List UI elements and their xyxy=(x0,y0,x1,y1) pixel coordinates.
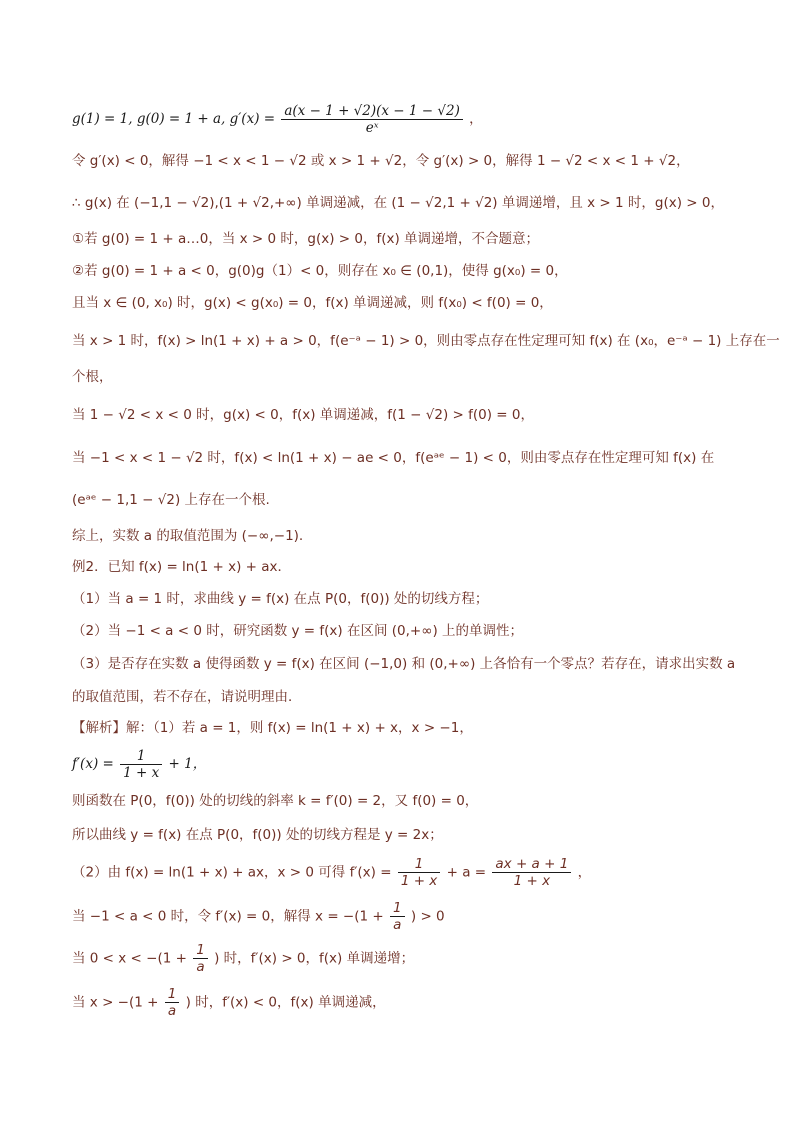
fraction: $\frac{1}{1 + x}$ xyxy=(120,748,162,781)
line-4: ①若 g(0) = 1 + a…0，当 x > 0 时，g(x) > 0，f(x) 单调递增，不合题意； xyxy=(72,231,540,247)
question-3: （3）是否存在实数 a 使得函数 y = f(x) 在区间 (−1,0) 和 (0,+∞) 上各恰有一个零点？若存在，请求出实数 a xyxy=(72,656,736,672)
line-9: 当 1 − √2 < x < 0 时，g(x) < 0，f(x) 单调递减，f(1 − √2) > f(0) = 0， xyxy=(72,407,534,423)
math-text: g(1) = 1, g(0) = 1 + a, g′(x) = xyxy=(72,111,276,127)
line-part2: （2）由 f(x) = ln(1 + x) + ax，x > 0 可得 f′(x) = $\frac{1}{1 + x}$ + a = $\frac{ax + a + 1}{1 + x}$ ， xyxy=(72,856,592,889)
line-3: ∴ g(x) 在 (−1,1 − √2),(1 + √2,+∞) 单调递减，在 (1 − √2,1 + √2) 单调递增，且 x > 1 时，g(x) > 0， xyxy=(72,195,724,211)
line-tangent: 所以曲线 y = f(x) 在点 P(0，f(0)) 处的切线方程是 y = 2x； xyxy=(72,827,443,843)
solution-start: 【解析】解：（1）若 a = 1，则 f(x) = ln(1 + x) + x，x > −1， xyxy=(72,720,473,736)
line-11: (eᵃᵉ − 1,1 − √2) 上存在一个根. xyxy=(72,492,270,508)
line-10: 当 −1 < x < 1 − √2 时，f(x) < ln(1 + x) − ae < 0，f(eᵃᵉ − 1) < 0，则由零点存在性定理可知 f(x) 在 xyxy=(72,450,715,466)
fraction: $\frac{1}{a}$ xyxy=(165,986,180,1019)
line-1: g(1) = 1, g(0) = 1 + a, g′(x) = $\frac{a(x - 1 + √2)(x - 1 - √2)}{\text{eˣ}}$ ， xyxy=(72,103,483,136)
line-6: 且当 x ∈ (0, x₀) 时，g(x) < g(x₀) = 0，f(x) 单调递减，则 f(x₀) < f(0) = 0， xyxy=(72,295,553,311)
line-decreasing: 当 x > −(1 + $\frac{1}{a}$ ) 时，f′(x) < 0，f(x) 单调递减， xyxy=(72,986,386,1019)
line-7: 当 x > 1 时，f(x) > ln(1 + x) + a > 0，f(e⁻ᵃ − 1) > 0，则由零点存在性定理可知 f(x) 在 (x₀，e⁻ᵃ − 1) 上存在一 xyxy=(72,333,780,349)
line-5: ②若 g(0) = 1 + a < 0，g(0)g（1）< 0，则存在 x₀ ∈ (0,1)，使得 g(x₀) = 0， xyxy=(72,263,568,279)
line-2: 令 g′(x) < 0，解得 −1 < x < 1 − √2 或 x > 1 + √2，令 g′(x) > 0，解得 1 − √2 < x < 1 + √2， xyxy=(72,153,690,169)
fraction: $\frac{a(x - 1 + √2)(x - 1 - √2)}{\text{eˣ}}$ xyxy=(281,103,462,136)
line-12: 综上，实数 a 的取值范围为 (−∞,−1). xyxy=(72,528,304,544)
example-2-title: 例2．已知 f(x) = ln(1 + x) + ax． xyxy=(72,559,292,575)
line-increasing: 当 0 < x < −(1 + $\frac{1}{a}$ ) 时，f′(x) > 0，f(x) 单调递增； xyxy=(72,942,415,975)
fraction: $\frac{1}{a}$ xyxy=(193,942,208,975)
question-2: （2）当 −1 < a < 0 时，研究函数 y = f(x) 在区间 (0,+∞) 上的单调性； xyxy=(72,623,524,639)
fraction: $\frac{ax + a + 1}{1 + x}$ xyxy=(492,856,571,889)
fraction: $\frac{1}{a}$ xyxy=(390,900,405,933)
line-8: 个根， xyxy=(72,369,113,385)
line-derivative: f′(x) = $\frac{1}{1 + x}$ + 1， xyxy=(72,748,207,781)
line-slope: 则函数在 P(0，f(0)) 处的切线的斜率 k = f′(0) = 2，又 f(0) = 0， xyxy=(72,793,479,809)
line-critical: 当 −1 < a < 0 时，令 f′(x) = 0，解得 x = −(1 + $\frac{1}{a}$ ) > 0 xyxy=(72,900,445,933)
fraction: $\frac{1}{1 + x}$ xyxy=(398,856,440,889)
question-3-cont: 的取值范围，若不存在，请说明理由． xyxy=(72,689,302,705)
question-1: （1）当 a = 1 时，求曲线 y = f(x) 在点 P(0，f(0)) 处的切线方程； xyxy=(72,591,489,607)
